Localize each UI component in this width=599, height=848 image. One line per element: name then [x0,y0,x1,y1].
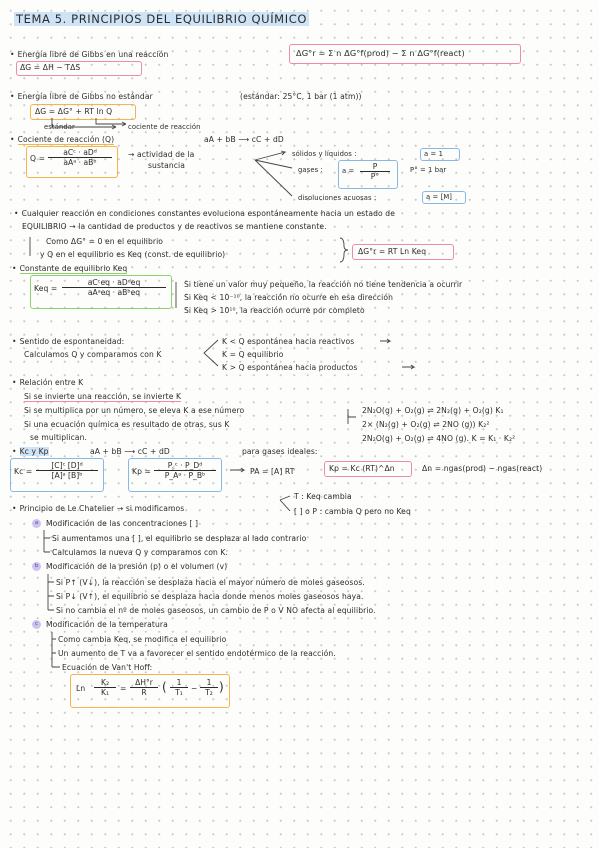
keq-rule-2: Si Keq < 10⁻¹⁰, la reacción no ocurre en esa dirección [184,293,394,302]
lc-conc-pressure: [ ] o P : cambia Q pero no Keq [294,507,411,516]
kp-numerator: P꜀ᶜ · P_Dᵈ [154,461,216,471]
kp-denominator: P_Aᵃ · P_Bᵇ [164,471,206,480]
gases-fraction [360,162,390,181]
kc-denominator: [A]ᵃ [B]ᵇ [51,471,83,480]
gases-numerator: P [360,162,390,172]
mod-temp-2: Un aumento de T va a favorecer el sentido endotérmico de la reacción. [58,649,336,658]
label-estandar: estándar [44,123,75,131]
vh-k-numerator: K₂ [94,678,116,688]
vant-hoff-label: Ecuación de Van't Hoff: [62,663,153,672]
example-r2: 2× (N₂(g) + O₂(g) ⇌ 2NO (g)) K₂² [362,420,490,429]
q-es-keq: y Q en el equilibrio es Keq (const. de equilibrio) [40,250,226,259]
bracket-pres [48,574,54,610]
q-fraction [48,148,112,167]
gibbs-nonstd-text: • Energía libre de Gibbs no estándar [10,92,153,101]
gases-denominator: P° [370,172,380,181]
gases-ideales: para gases ideales: [242,447,318,456]
vh-t1-numerator: 1 [170,678,188,688]
vh-minus: − [191,684,198,693]
circle-b: b [32,562,41,571]
arrowhead-estandar [112,125,116,129]
bracket-espontaneidad [204,340,218,366]
example-r3: 2N₂O(g) + O₂(g) ⇌ 4NO (g). K = K₁ · K₂² [362,434,516,443]
nonstd-eq: ΔG = ΔG° + RT ln Q [35,107,113,116]
circle-a: a [32,519,41,528]
case-k-eq-q: K = Q equilibrio [222,350,284,359]
vh-k-denominator: K₁ [100,688,110,697]
vh-t2-numerator: 1 [200,678,218,688]
relacion-1: Si se invierte una reacción, se invierte K [24,392,182,401]
keq-rule-1: Si tiene un valor muy pequeño, la reacción no tiene tendencia a ocurrir [184,280,463,289]
p0-value: P° = 1 bar [410,166,447,174]
vh-t2-denominator: T₂ [205,688,213,697]
gases-lhs: a = [342,167,355,175]
vh-t1-fraction [170,678,188,697]
case-k-gt-q: K > Q espontánea hacia productos [222,363,358,372]
bracket-chatelier [280,496,290,511]
espontaneidad-title: • Sentido de espontaneidad: [12,337,124,346]
kc-numerator: [C]ᶜ [D]ᵈ [36,461,98,471]
actividad-label: → actividad de la [128,150,195,159]
sustancia-label: sustancia [148,161,186,170]
kc-reaction: aA + bB ⟶ cC + dD [90,447,170,456]
disoluciones-label: disoluciones acuosas : [298,194,377,202]
vh-ln: Ln [76,684,86,693]
mod-conc-2: Calculamos la nueva Q y comparamos con K. [52,548,228,557]
kc-lhs: Kc = [14,467,33,476]
keq-rule-3: Si Keq > 10¹⁰, la reacción ocurre por completo [184,306,365,315]
arrow-disoluciones [255,160,292,196]
keq-relation: ΔG°r = RT Ln Keq [358,247,427,256]
reaction-general: aA + bB ⟶ cC + dD [204,135,284,144]
gibbs-formula: ΔG°r = Σ n ΔG°f(prod) − Σ n ΔG°f(react) [296,48,465,58]
como-dg0: Como ΔG° = 0 en el equilibrio [46,237,164,246]
mod-temp-title: Modificación de la temperatura [46,620,168,629]
solidos-value: a = 1 [424,150,444,158]
mod-temp-1: Como cambia Keq, se modifica el equilibrio [58,635,227,644]
mod-pres-2: Si P↓ (V↑), el equilibrio se desplaza hacia donde menos moles gaseosos haya. [56,592,364,601]
kp-fraction [154,461,216,480]
case-k-lt-q: K < Q espontánea hacia reactivos [222,337,355,346]
keq-fraction [62,278,166,297]
example-r1: 2N₂O(g) + O₂(g) ⇌ 2N₂(g) + O₂(g) K₁ [362,406,504,415]
vh-equals: = [120,684,127,693]
kc-fraction [36,461,98,480]
relacion-4: se multiplican. [30,433,88,442]
gibbs-text: • Energía libre de Gibbs en una reacción [10,50,168,59]
vh-h-fraction [130,678,158,697]
std-conditions: (estándar: 25°C, 1 bar (1 atm)) [240,92,362,101]
arrow-gases [255,160,292,168]
keq-lhs: Keq = [34,284,58,293]
arrow-solidos [255,151,285,160]
vh-paren-open: ( [162,680,167,694]
label-cociente: cociente de reacción [128,123,201,131]
le-chatelier-title: • Principio de Le Chatelier → si modificamos [12,504,184,513]
mod-pres-title: Modificación de la presión (p) o el volumen (v) [46,562,228,571]
keq-denominator: aAᵃeq · aBᵇeq [87,288,141,297]
keq-title: • Constante de equilibrio Keq [12,264,127,273]
vh-t2-fraction [200,678,218,697]
vh-t1-denominator: T₁ [175,688,183,697]
q-numerator: aCᶜ · aDᵈ [48,148,112,158]
q-denominator: aAᵃ · aBᵇ [63,158,97,167]
disoluciones-value: a = [M] [426,193,453,201]
relacion-k-title: • Relación entre K [12,378,83,387]
delta-n: Δn = ngas(prod) − ngas(react) [422,464,543,473]
mod-pres-3: Si no cambia el nº de moles gaseosos, un cambio de P o V NO afecta al equilibrio. [56,606,376,615]
vh-h-denominator: R [141,688,147,697]
lc-temp: T : Keq cambia [294,492,352,501]
mod-conc-title: Modificación de las concentraciones [ ] [46,519,199,528]
kc-kp-title: • Kc y Kp [12,447,49,456]
kp-kc-relation: Kp = Kc (RT)^Δn [329,464,395,473]
equilibrio-text-1: • Cualquier reacción en condiciones constantes evoluciona espontáneamente hacia un estado de [14,209,395,218]
espontaneidad-sub: Calculamos Q y comparamos con K [24,350,162,359]
kp-lhs: Kp = [132,467,151,476]
pa-ideal: PA = [A] RT [250,467,295,476]
keq-numerator: aCᶜeq · aDᵈeq [62,278,166,288]
circle-c: c [32,620,41,629]
relacion-3: Si una ecuación química es resultado de otras, sus K [24,420,230,429]
equilibrio-text-2: EQUILIBRIO → la cantidad de productos y de reactivos se mantiene constante. [22,222,327,231]
brace-keq [340,238,348,262]
bracket-example [348,409,356,424]
q-lhs: Q = [30,154,46,163]
mod-pres-1: Si P↑ (V↓), la reacción se desplaza hacia el mayor número de moles gaseosos. [56,578,365,587]
gases-label: gases : [298,166,323,174]
vh-k-fraction [94,678,116,697]
vh-h-numerator: ΔH°r [130,678,158,688]
mod-conc-1: Si aumentamos una [ ], el equilibrio se desplaza al lado contrario [52,534,307,543]
cociente-title: • Cociente de reacción (Q) [10,135,114,144]
vh-paren-close: ) [219,680,224,694]
bracket-conc [44,530,50,552]
arrow-reactivos [380,339,390,343]
arrow-pa [230,468,244,472]
page-title: TEMA 5. PRINCIPIOS DEL EQUILIBRIO QUÍMICO [16,12,307,26]
arrow-productos [402,365,414,369]
gibbs-eq: ΔG = ΔH − TΔS [20,63,81,72]
solidos-label: sólidos y líquidos : [292,150,357,158]
relacion-2: Si se multiplica por un número, se eleva K a ese número [24,406,245,415]
